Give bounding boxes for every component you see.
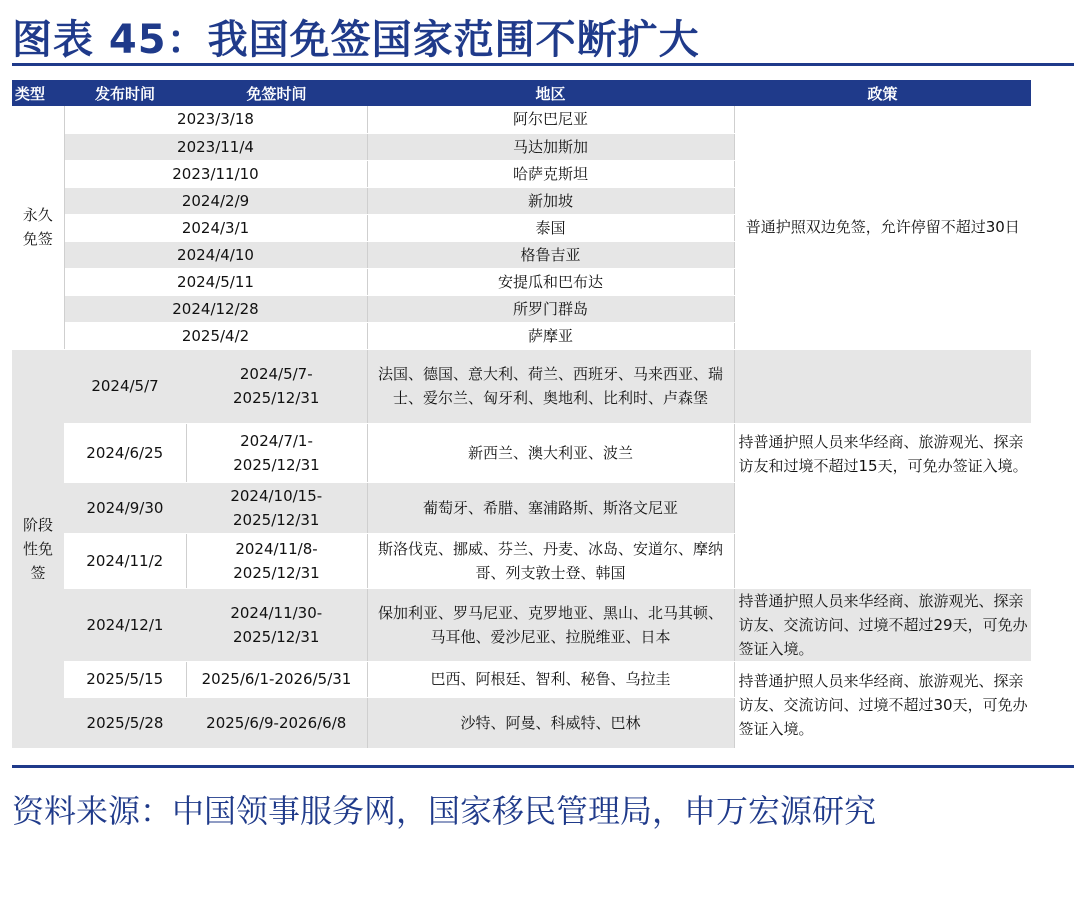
source-note: 资料来源：中国领事服务网，国家移民管理局，申万宏源研究: [12, 792, 877, 830]
header-type: 类型: [12, 80, 64, 106]
type-cell-phased: [12, 349, 64, 748]
type-cell-permanent: [12, 106, 64, 349]
region-cell: 巴西、阿根廷、智利、秘鲁、乌拉圭: [367, 661, 734, 697]
policy-cell-15-days: 持普通护照人员来华经商、旅游观光、探亲访友和过境不超过15天，可免办签证入境。: [734, 423, 1031, 533]
visa-free-period-cell: 2024/10/15- 2025/12/31: [186, 482, 367, 533]
region-cell: 沙特、阿曼、科威特、巴林: [367, 697, 734, 748]
visa-free-period-cell: 2025/6/9-2026/6/8: [186, 697, 367, 748]
type-permanent-label: 永久 免签: [22, 206, 53, 249]
visa-free-period-cell: 2024/7/1- 2025/12/31: [186, 423, 367, 482]
header-publish-date: 发布时间: [64, 80, 186, 106]
region-cell: 格鲁吉亚: [367, 241, 734, 268]
visa-table: [12, 80, 1031, 749]
publish-date-cell: 2024/5/7: [64, 349, 186, 423]
visa-free-period-cell: 2024/11/30- 2025/12/31: [186, 588, 367, 661]
header-policy: 政策: [734, 80, 1031, 106]
visa-free-date-cell: 2024/2/9: [64, 187, 367, 214]
visa-free-date-cell: 2023/11/10: [64, 160, 367, 187]
table-row: [12, 533, 1031, 588]
visa-free-date-cell: 2024/5/11: [64, 268, 367, 295]
region-cell: 所罗门群岛: [367, 295, 734, 322]
type-phased-label: 阶段 性免 签: [22, 515, 53, 582]
region-cell: 新加坡: [367, 187, 734, 214]
publish-date-cell: 2025/5/28: [64, 697, 186, 748]
table-row: [12, 423, 1031, 482]
figure-title: 图表 45：我国免签国家范围不断扩大: [12, 17, 700, 63]
publish-date-cell: 2024/11/2: [64, 533, 186, 588]
region-cell: 法国、德国、意大利、荷兰、西班牙、马来西亚、瑞士、爱尔兰、匈牙利、奥地利、比利时、卢森堡: [367, 349, 734, 423]
header-region: 地区: [367, 80, 734, 106]
visa-free-date-cell: 2024/12/28: [64, 295, 367, 322]
visa-free-date-cell: 2023/11/4: [64, 133, 367, 160]
source-rule: [12, 765, 1074, 768]
table-row: [12, 588, 1031, 661]
region-cell: 马达加斯加: [367, 133, 734, 160]
region-cell: 保加利亚、罗马尼亚、克罗地亚、黑山、北马其顿、马耳他、爱沙尼亚、拉脱维亚、日本: [367, 588, 734, 661]
policy-cell-empty: [734, 349, 1031, 423]
title-rule: [12, 63, 1074, 66]
table-header-row: [12, 80, 1031, 106]
policy-cell-empty: [734, 533, 1031, 588]
visa-table-container: [12, 80, 1031, 749]
region-cell: 安提瓜和巴布达: [367, 268, 734, 295]
visa-free-period-cell: 2024/11/8- 2025/12/31: [186, 533, 367, 588]
visa-free-date-cell: 2025/4/2: [64, 322, 367, 349]
header-visa-free-period: 免签时间: [186, 80, 367, 106]
visa-free-period-cell: 2024/5/7- 2025/12/31: [186, 349, 367, 423]
visa-free-period-cell: 2025/6/1-2026/5/31: [186, 661, 367, 697]
visa-free-date-cell: 2023/3/18: [64, 106, 367, 133]
publish-date-cell: 2025/5/15: [64, 661, 186, 697]
publish-date-cell: 2024/6/25: [64, 423, 186, 482]
visa-free-date-cell: 2024/3/1: [64, 214, 367, 241]
region-cell: 泰国: [367, 214, 734, 241]
region-cell: 斯洛伐克、挪威、芬兰、丹麦、冰岛、安道尔、摩纳哥、列支敦士登、韩国: [367, 533, 734, 588]
table-row: [12, 661, 1031, 697]
table-row: [12, 106, 1031, 133]
region-cell: 阿尔巴尼亚: [367, 106, 734, 133]
publish-date-cell: 2024/12/1: [64, 588, 186, 661]
table-row: [12, 349, 1031, 423]
region-cell: 新西兰、澳大利亚、波兰: [367, 423, 734, 482]
region-cell: 萨摩亚: [367, 322, 734, 349]
policy-cell-permanent: 普通护照双边免签，允许停留不超过30日: [734, 106, 1031, 349]
visa-free-date-cell: 2024/4/10: [64, 241, 367, 268]
region-cell: 葡萄牙、希腊、塞浦路斯、斯洛文尼亚: [367, 482, 734, 533]
region-cell: 哈萨克斯坦: [367, 160, 734, 187]
policy-cell-30-days: 持普通护照人员来华经商、旅游观光、探亲访友、交流访问、过境不超过30天，可免办签证入境。: [734, 661, 1031, 748]
policy-cell-29-days: 持普通护照人员来华经商、旅游观光、探亲访友、交流访问、过境不超过29天，可免办签证入境。: [734, 588, 1031, 661]
publish-date-cell: 2024/9/30: [64, 482, 186, 533]
